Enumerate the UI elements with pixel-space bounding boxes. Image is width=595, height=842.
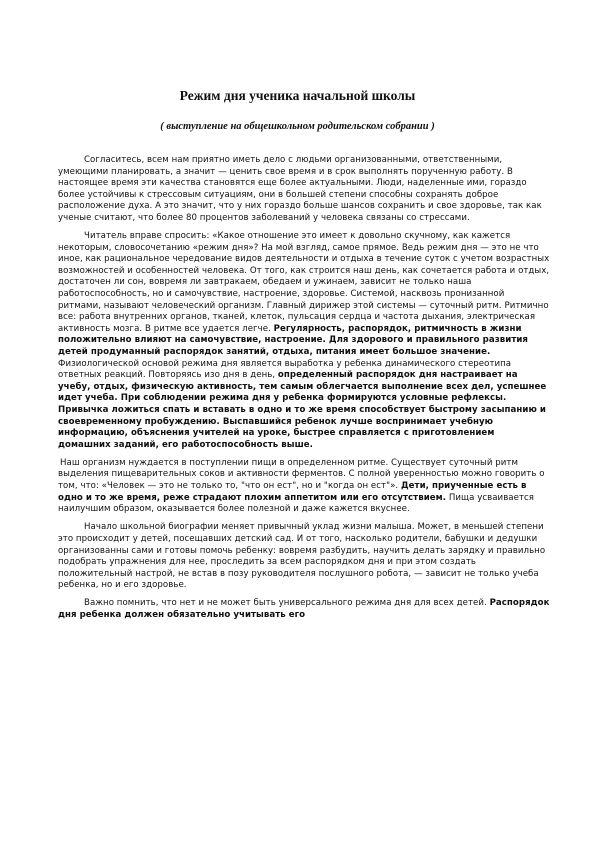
paragraph-5 bbox=[58, 598, 550, 621]
paragraph-5-emphasis: Распорядок дня ребенка должен обязательно учитывать его bbox=[58, 598, 550, 620]
paragraph-5-text: Важно помнить, что нет и не может быть универсального режима дня для всех детей. bbox=[84, 598, 490, 609]
paragraph-3 bbox=[58, 458, 550, 516]
paragraph-1-text: Согласитесь, всем нам приятно иметь дело с людьми организованными, ответственными, умеющими планировать, а значит — ценить свое время и в срок выполнять порученную работу. В настоящее время эти качества становятся еще более актуальными. Люди, наделенные ими, гораздо более устойчивы к стрессовым ситуациям, они в большей степени способны сохранять доброе расположение духа. А это значит, что у них гораздо больше шансов сохранить и свое здоровье, так как ученые считают, что более 80 процентов заболеваний у человека связаны со стрессами. bbox=[58, 155, 542, 223]
document-title: Режим дня ученика начальной школы bbox=[179, 88, 416, 103]
paragraph-2 bbox=[58, 231, 550, 451]
paragraph-4-text: Начало школьной биографии меняет привычный уклад жизни малыша. Может, в меньшей степени это происходит у детей, посещавших детский сад. И от того, насколько родители, бабушки и дедушки организованны сами и готовы помочь ребенку: вовремя разбудить, научить делать зарядку и правильно подобрать упражнения для нее, проследить за всем распорядком дня и при этом создать положительный настрой, не встав в позу руководителя послушного робота, — зависит не только учеба ребенка, но и его здоровье. bbox=[58, 522, 546, 591]
document-body bbox=[58, 155, 550, 628]
paragraph-2-emphasis-b: определенный распорядок дня настраивает на учебу, отдых, физическую активность, тем самым облегчается выполнение всех дел, успешнее идет учеба. При соблюдении режима дня у ребенка формируются условные рефлексы. Привычка ложиться спать и вставать в одно и то же время способствует быстрому засыпанию и своевременному пробуждению. Выспавшийся ребенок лучше воспринимает учебную информацию, объяснения учителей на уроке, быстрее справляется с приготовлением домашних заданий, его работоспособность выше. bbox=[58, 370, 547, 450]
paragraph-3-text-b: Пища усваивается наилучшим образом, оказывается более полезной и даже кажется вкуснее. bbox=[58, 492, 535, 515]
paragraph-2-emphasis-a: Регулярность, распорядок, ритмичность в жизни положительно влияют на самочувствие, настроение. Для здорового и правильного развития детей продуманный распорядок занятий, отдыха, питания имеет большое значение. bbox=[58, 323, 529, 357]
paragraph-1 bbox=[58, 155, 550, 225]
paragraph-3-text-a: Наш организм нуждается в поступлении пищи в определенном ритме. Существует суточный ритм выделения пищеварительных соков и активности ферментов. С полной уверенностью можно говорить о том, что: «Человек — это не только то, "что он ест", но и "когда он ест"». bbox=[58, 457, 545, 492]
document-subtitle: ( выступление на общешкольном родительском собрании ) bbox=[160, 121, 435, 132]
paragraph-2-text-a: Читатель вправе спросить: «Какое отношение это имеет к довольно скучному, как кажется некоторым, словосочетанию «режим дня»? На мой взгляд, самое прямое. Ведь режим дня — это не что иное, как рациональное чередование видов деятельности и отдыха в течение суток с учетом возрастных возможностей и особенностей человека. От того, как строится наш день, как сочетается работа и отдых, достаточен ли сон, вовремя ли завтракаем, обедаем и ужинаем, зависит не только наша работоспособность, но и самочувствие, настроение, здоровье. Системой, насквозь пронизанной ритмами, называют человеческий организм. Главный дирижер этой системы — суточный ритм. Ритмично все: работа внутренних органов, тканей, клеток, пульсация сердца и частота дыхания, электрическая активность мозга. В ритме все удается легче. bbox=[58, 231, 550, 334]
paragraph-3-emphasis: Дети, приученные есть в одно и то же время, реже страдают плохим аппетитом или его отсутствием. bbox=[58, 481, 527, 503]
paragraph-4 bbox=[58, 522, 550, 592]
paragraph-2-text-b: Физиологической основой режима дня является выработка у ребенка динамического стереотипа ответных реакций. Повторяясь изо дня в день, bbox=[58, 358, 512, 381]
